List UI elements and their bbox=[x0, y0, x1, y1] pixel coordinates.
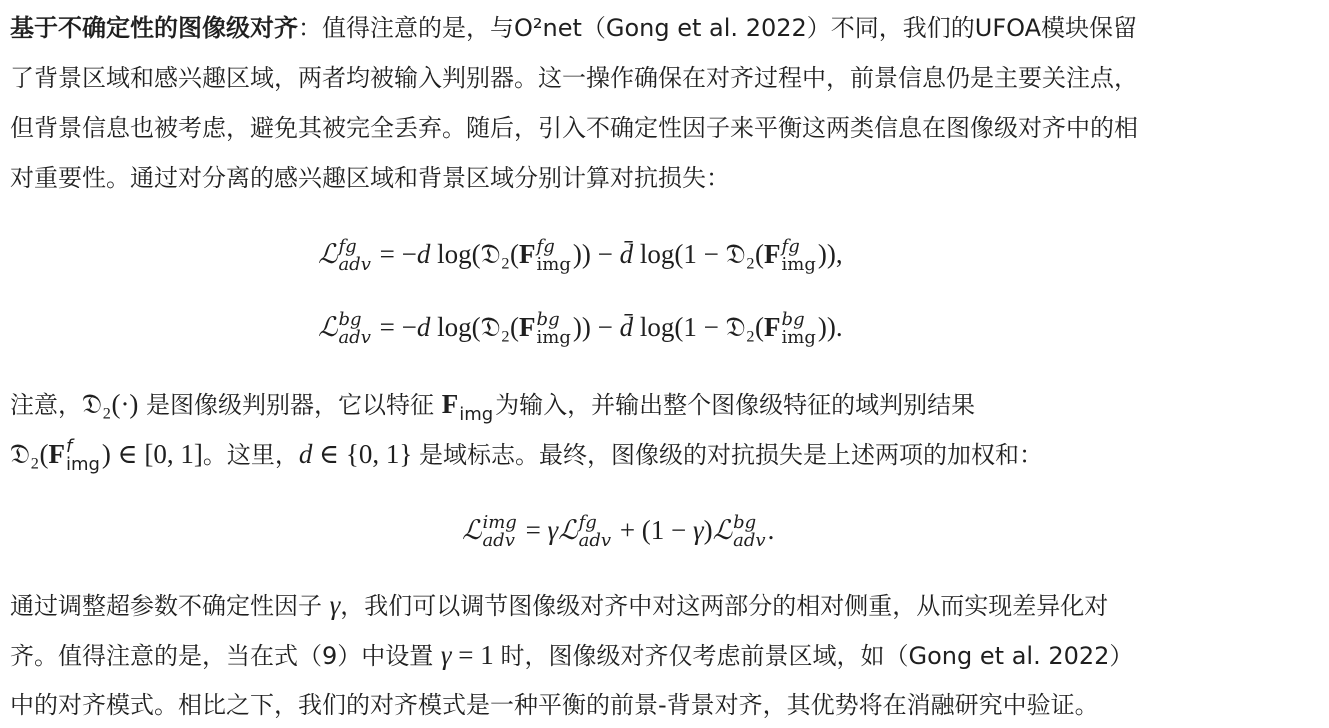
math-scripts bbox=[578, 511, 612, 551]
math-superscript: f bbox=[65, 436, 73, 457]
math-token: F bbox=[764, 312, 781, 342]
math-token: ₂( bbox=[500, 312, 520, 342]
paragraph1-line bbox=[10, 12, 1137, 44]
math-token: F bbox=[519, 312, 536, 342]
text-run: 时，图像级对齐仅考虑前景区域，如（Gong et al. 2022） bbox=[500, 642, 1134, 670]
text-run: 了背景区域和感兴趣区域，两者均被输入判别器。这一操作确保在对齐过程中，前景信息仍是主要关注点， bbox=[10, 64, 1138, 92]
math-token: + (1 − bbox=[613, 515, 694, 545]
math-scripts bbox=[781, 235, 816, 275]
math-scripts bbox=[482, 511, 517, 551]
text-run: 但背景信息也被考虑，避免其被完全丢弃。随后，引入不确定性因子来平衡这两类信息在图像级对齐中的相 bbox=[10, 114, 1138, 142]
math-subscript: img bbox=[459, 404, 494, 425]
math-scripts bbox=[338, 308, 371, 348]
math-superscript: fg bbox=[578, 511, 597, 533]
paragraph1-line bbox=[10, 112, 1138, 144]
math-token: log(𝔇 bbox=[430, 239, 501, 269]
math-superscript: bg bbox=[733, 511, 757, 533]
math-subscript: adv bbox=[338, 326, 371, 348]
paragraph1-line bbox=[10, 62, 1138, 94]
math-token: 𝔇₂(·) bbox=[82, 389, 139, 419]
math-token: log(1 − 𝔇₂( bbox=[633, 239, 765, 269]
paragraph1-line bbox=[10, 162, 730, 194]
text-run: 是图像级判别器，它以特征 bbox=[138, 391, 442, 419]
math-token: = bbox=[518, 515, 548, 545]
math-superscript: bg bbox=[781, 308, 805, 330]
math-superscript: fg bbox=[338, 235, 357, 257]
math-token: ) bbox=[703, 515, 713, 545]
paragraph2-line bbox=[10, 438, 1043, 474]
math-token: ℒ bbox=[318, 312, 338, 342]
text-run: 注意， bbox=[10, 391, 82, 419]
text-run: 。这里， bbox=[202, 441, 299, 469]
math-token: )). bbox=[817, 312, 843, 342]
math-subscript: img bbox=[536, 253, 571, 275]
math-scripts bbox=[459, 388, 493, 424]
math-subscript: img bbox=[65, 454, 100, 475]
math-subscript: adv bbox=[578, 529, 612, 551]
text-run: 通过调整超参数不确定性因子 bbox=[10, 592, 330, 620]
math-subscript: adv bbox=[482, 529, 515, 551]
math-token: log(𝔇 bbox=[430, 312, 501, 342]
math-token: = − bbox=[372, 312, 417, 342]
math-token: d̄ bbox=[619, 239, 634, 269]
math-token: ℒ bbox=[462, 515, 482, 545]
math-token: F bbox=[519, 239, 536, 269]
math-token: )), bbox=[817, 239, 843, 269]
text-run: 基于不确定性的图像级对齐 bbox=[10, 14, 298, 42]
paragraph2-line bbox=[10, 388, 975, 424]
math-token: d bbox=[416, 239, 431, 269]
math-token: γ bbox=[547, 515, 559, 545]
text-run: 对重要性。通过对分离的感兴趣区域和背景区域分别计算对抗损失： bbox=[10, 164, 730, 192]
math-superscript: bg bbox=[338, 308, 362, 330]
math-token: )) − bbox=[572, 239, 620, 269]
text-run: 齐。值得注意的是，当在式（9）中设置 bbox=[10, 642, 441, 670]
math-superscript: bg bbox=[536, 308, 560, 330]
math-subscript: img bbox=[781, 326, 816, 348]
math-subscript: adv bbox=[338, 253, 371, 275]
paragraph3-line bbox=[10, 689, 1099, 721]
math-token: F bbox=[48, 439, 65, 469]
paragraph3-line bbox=[10, 589, 1108, 622]
text-run: ：值得注意的是，与O²net（Gong et al. 2022）不同，我们的UFOA模块保留 bbox=[298, 14, 1138, 42]
math-scripts bbox=[733, 511, 766, 551]
math-token: d bbox=[298, 439, 313, 469]
math-superscript: img bbox=[482, 511, 517, 533]
equation-img-loss bbox=[462, 510, 774, 551]
math-token: ₂( bbox=[500, 239, 520, 269]
text-run: ，我们可以调节图像级对齐中对这两部分的相对侧重，从而实现差异化对 bbox=[340, 592, 1109, 620]
math-token: γ bbox=[329, 590, 341, 620]
math-subscript: img bbox=[536, 326, 571, 348]
math-token: F bbox=[764, 239, 781, 269]
math-token: d bbox=[416, 312, 431, 342]
math-token: γ bbox=[440, 640, 452, 670]
math-token: d̄ bbox=[619, 312, 634, 342]
math-token: = 1 bbox=[451, 640, 501, 670]
math-subscript: img bbox=[781, 253, 816, 275]
math-token: ℒ bbox=[318, 239, 338, 269]
text-run: 是域标志。最终，图像级的对抗损失是上述两项的加权和： bbox=[419, 441, 1044, 469]
math-token: = − bbox=[372, 239, 417, 269]
text-run: 为输入，并输出整个图像级特征的域判别结果 bbox=[495, 391, 976, 419]
math-token: ) ∈ [0, 1] bbox=[101, 439, 203, 469]
math-scripts bbox=[338, 235, 371, 275]
math-scripts bbox=[536, 308, 571, 348]
math-token: 𝔇₂( bbox=[10, 439, 49, 469]
math-scripts bbox=[781, 308, 816, 348]
math-token: )) − bbox=[572, 312, 620, 342]
equation-fg-loss bbox=[318, 234, 843, 275]
math-token: ∈ {0, 1} bbox=[312, 439, 420, 469]
math-token: ℒ bbox=[712, 515, 733, 545]
math-subscript: adv bbox=[733, 529, 766, 551]
math-token: . bbox=[767, 515, 775, 545]
paragraph3-line bbox=[10, 639, 1133, 672]
math-scripts bbox=[536, 235, 571, 275]
math-token: ℒ bbox=[558, 515, 578, 545]
text-run: 中的对齐模式。相比之下，我们的对齐模式是一种平衡的前景-背景对齐，其优势将在消融研究中验证。 bbox=[10, 691, 1099, 719]
math-token: log(1 − 𝔇₂( bbox=[633, 312, 765, 342]
math-scripts bbox=[66, 438, 100, 474]
equation-bg-loss bbox=[318, 307, 843, 348]
math-token: γ bbox=[693, 515, 704, 545]
math-token: F bbox=[441, 389, 459, 419]
math-superscript: fg bbox=[781, 235, 800, 257]
math-superscript: fg bbox=[536, 235, 555, 257]
